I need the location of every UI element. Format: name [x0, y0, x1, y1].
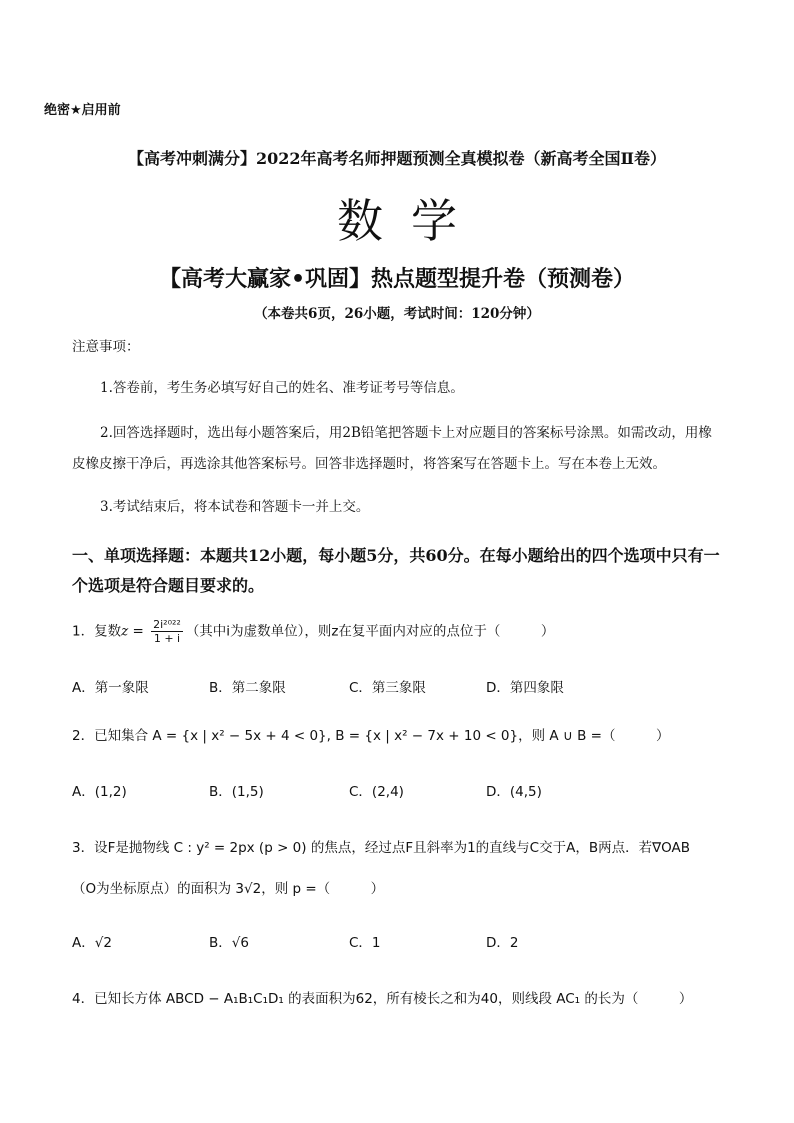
notes-heading: 注意事项： [72, 339, 140, 355]
q3-option-a: A．√2 [72, 935, 112, 951]
question-2: 2．已知集合 A = {x | x² − 5x + 4 < 0}, B = {x | x² − 7x + 10 < 0}，则 A ∪ B =（ ） [72, 728, 670, 744]
q2-option-d: D．(4,5) [486, 784, 542, 800]
note-item-3: 3.考试结束后，将本试卷和答题卡一并上交。 [100, 499, 370, 515]
q1-denominator: 1 + i [153, 632, 181, 645]
q1-option-d: D．第四象限 [486, 680, 564, 696]
question-1 [72, 618, 554, 645]
question-3-line-1: 3．设F是抛物线 C : y² = 2px (p > 0) 的焦点，经过点F且斜率为1的直线与C交于A，B两点．若∇OAB [72, 840, 691, 856]
q1-expr: z = [121, 623, 144, 640]
section-1-title: 一、单项选择题：本题共12小题，每小题5分，共60分。在每小题给出的四个选项中只有一个选项是符合题目要求的。 [72, 546, 720, 595]
q2-option-a: A．(1,2) [72, 784, 127, 800]
paper-title: 【高考大赢家•巩固】热点题型提升卷（预测卷） [158, 267, 636, 292]
question-4: 4．已知长方体 ABCD − A₁B₁C₁D₁ 的表面积为62，所有棱长之和为40，则线段 AC₁ 的长为（ ） [72, 991, 693, 1007]
note-item-1: 1.答卷前，考生务必填写好自己的姓名、准考证考号等信息。 [100, 380, 464, 396]
q2-option-b: B．(1,5) [209, 784, 264, 800]
q1-post: （其中i为虚数单位），则z在复平面内对应的点位于（ ） [185, 623, 555, 640]
q1-option-a: A．第一象限 [72, 680, 149, 696]
q1-option-c: C．第三象限 [349, 680, 426, 696]
q3-option-d: D．2 [486, 935, 519, 951]
exam-series-title: 【高考冲刺满分】2022年高考名师押题预测全真模拟卷（新高考全国Ⅱ卷） [127, 149, 667, 168]
confidential-mark: 绝密★启用前 [44, 103, 121, 118]
q2-option-c: C．(2,4) [349, 784, 404, 800]
paper-info: （本卷共6页，26小题，考试时间：120分钟） [254, 306, 540, 322]
question-3-line-2: （O为坐标原点）的面积为 3√2，则 p =（ ） [72, 881, 385, 897]
q1-option-b: B．第二象限 [209, 680, 286, 696]
q3-option-c: C．1 [349, 935, 381, 951]
q1-numerator: 2i²⁰²² [153, 618, 181, 631]
q1-pre: 1．复数 [72, 623, 122, 640]
note-item-2: 2.回答选择题时，选出每小题答案后，用2B铅笔把答题卡上对应题目的答案标号涂黑。如需改动，用橡皮橡皮擦干净后，再选涂其他答案标号。回答非选择题时，将答案写在答题卡上。写在本卷上无效。 [72, 425, 712, 472]
subject-title: 数学 [337, 194, 485, 248]
q3-option-b: B．√6 [209, 935, 249, 951]
q1-fraction [151, 618, 183, 645]
